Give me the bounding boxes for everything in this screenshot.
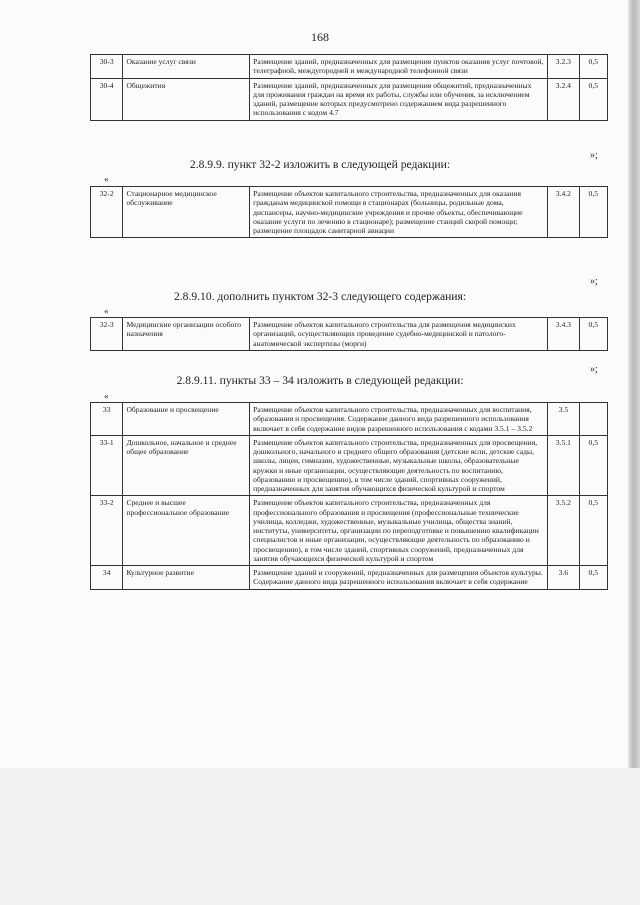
opening-quote: « xyxy=(104,306,109,316)
table-row xyxy=(91,435,608,496)
row-code: 30-3 xyxy=(91,55,123,79)
row-name: Культурное развитие xyxy=(123,566,250,590)
row-name: Среднее и высшее профессиональное образование xyxy=(123,496,250,566)
row-code: 33-2 xyxy=(91,496,123,566)
row-description: Размещение объектов капитального строительства для размещения медицинских организаций, осуществляющих проведение судебно-медицинской и патолого-анатомической экспертизы (морги) xyxy=(250,318,548,351)
amendment-heading: 2.8.9.10. дополнить пунктом 32-3 следующего содержания: xyxy=(173,290,467,303)
page-number: 168 xyxy=(311,30,329,44)
row-coefficient: 0,5 xyxy=(579,435,607,496)
row-coefficient: 0,5 xyxy=(579,187,607,238)
table-items-33-34 xyxy=(90,402,608,590)
row-classifier-code: 3.4.2 xyxy=(548,187,579,238)
row-description: Размещение зданий, предназначенных для размещения общежитий, предназначенных для проживания граждан на время их работы, службы или обучения, за исключением зданий, размещение которых предусмотрено содержанием вида разрешенного использования с кодом 4.7 xyxy=(250,78,548,120)
row-name: Образование и просвещение xyxy=(123,403,250,436)
row-classifier-code: 3.4.3 xyxy=(548,318,579,351)
row-code: 32-3 xyxy=(91,318,123,351)
row-classifier-code: 3.2.4 xyxy=(548,78,579,120)
table-items-30 xyxy=(90,54,608,121)
row-coefficient xyxy=(579,403,607,436)
row-code: 32-2 xyxy=(91,187,123,238)
table-row xyxy=(91,566,608,590)
amendment-heading: 2.8.9.9. пункт 32-2 изложить в следующей редакции: xyxy=(189,158,451,171)
row-code: 33 xyxy=(91,403,123,436)
opening-quote: « xyxy=(104,391,109,401)
closing-quote: »; xyxy=(590,276,598,287)
table-row xyxy=(91,55,608,79)
table-row xyxy=(91,78,608,120)
opening-quote: « xyxy=(104,174,109,184)
closing-quote: »; xyxy=(590,364,598,375)
row-description: Размещение объектов капитального строительства, предназначенных для оказания гражданам медицинской помощи в стационарах (больницы, родильные дома, диспансеры, научно-медицинские учреждения и прочие объекты, обеспечивающие оказание услуги по лечению в стационаре); размещение станций скорой помощи; размещение площадок санитарной авиации xyxy=(250,187,548,238)
row-code: 34 xyxy=(91,566,123,590)
row-name: Стационарное медицинское обслуживание xyxy=(123,187,250,238)
row-coefficient: 0,5 xyxy=(579,566,607,590)
row-classifier-code: 3.5.2 xyxy=(548,496,579,566)
row-coefficient: 0,5 xyxy=(579,55,607,79)
row-classifier-code: 3.5.1 xyxy=(548,435,579,496)
row-code: 30-4 xyxy=(91,78,123,120)
row-description: Размещение зданий и сооружений, предназначенных для размещения объектов культуры. Содержание данного вида разрешенного использования включает в себя содержание xyxy=(250,566,548,590)
row-classifier-code: 3.5 xyxy=(548,403,579,436)
row-coefficient: 0,5 xyxy=(579,78,607,120)
row-classifier-code: 3.6 xyxy=(548,566,579,590)
row-classifier-code: 3.2.3 xyxy=(548,55,579,79)
table-row xyxy=(91,187,608,238)
table-item-32-2 xyxy=(90,186,608,238)
row-name: Дошкольное, начальное и среднее общее образование xyxy=(123,435,250,496)
row-description: Размещение объектов капитального строительства, предназначенных для воспитания, образования и просвещения. Содержание данного вида разрешенного использования включает в себя содержание видов разрешенного использования с кодами 3.5.1 – 3.5.2 xyxy=(250,403,548,436)
table-item-32-3 xyxy=(90,317,608,351)
row-name: Оказание услуг связи xyxy=(123,55,250,79)
row-name: Медицинские организации особого назначения xyxy=(123,318,250,351)
row-description: Размещение зданий, предназначенных для размещения пунктов оказания услуг почтовой, телеграфной, междугородней и международной телефонной связи xyxy=(250,55,548,79)
table-row xyxy=(91,318,608,351)
amendment-heading: 2.8.9.11. пункты 33 – 34 изложить в следующей редакции: xyxy=(176,374,464,387)
row-description: Размещение объектов капитального строительства, предназначенных для профессионального образования и просвещения (профессиональные технические училища, колледжи, художественные, музыкальные училища, общества знаний, институты, университеты, организации по переподготовке и повышению квалификации специалистов и иные организации, осуществляющие деятельность по образованию и просвещению), в том числе зданий, спортивных сооружений, предназначенных для занятия обучающихся физической культурой и спортом xyxy=(250,496,548,566)
row-name: Общежития xyxy=(123,78,250,120)
row-coefficient: 0,5 xyxy=(579,496,607,566)
row-coefficient: 0,5 xyxy=(579,318,607,351)
table-row xyxy=(91,403,608,436)
table-row xyxy=(91,496,608,566)
row-code: 33-1 xyxy=(91,435,123,496)
closing-quote: »; xyxy=(590,150,598,161)
row-description: Размещение объектов капитального строительства, предназначенных для просвещения, дошкольного, начального и среднего общего образования (детские ясли, детские сады, школы, лицеи, гимназии, художественные, музыкальные школы, образовательные кружки и иные организации, осуществляющие деятельность по воспитанию, образованию и просвещению), в том числе зданий, спортивных сооружений, предназначенных для занятия обучающихся физической культурой и спортом xyxy=(250,435,548,496)
